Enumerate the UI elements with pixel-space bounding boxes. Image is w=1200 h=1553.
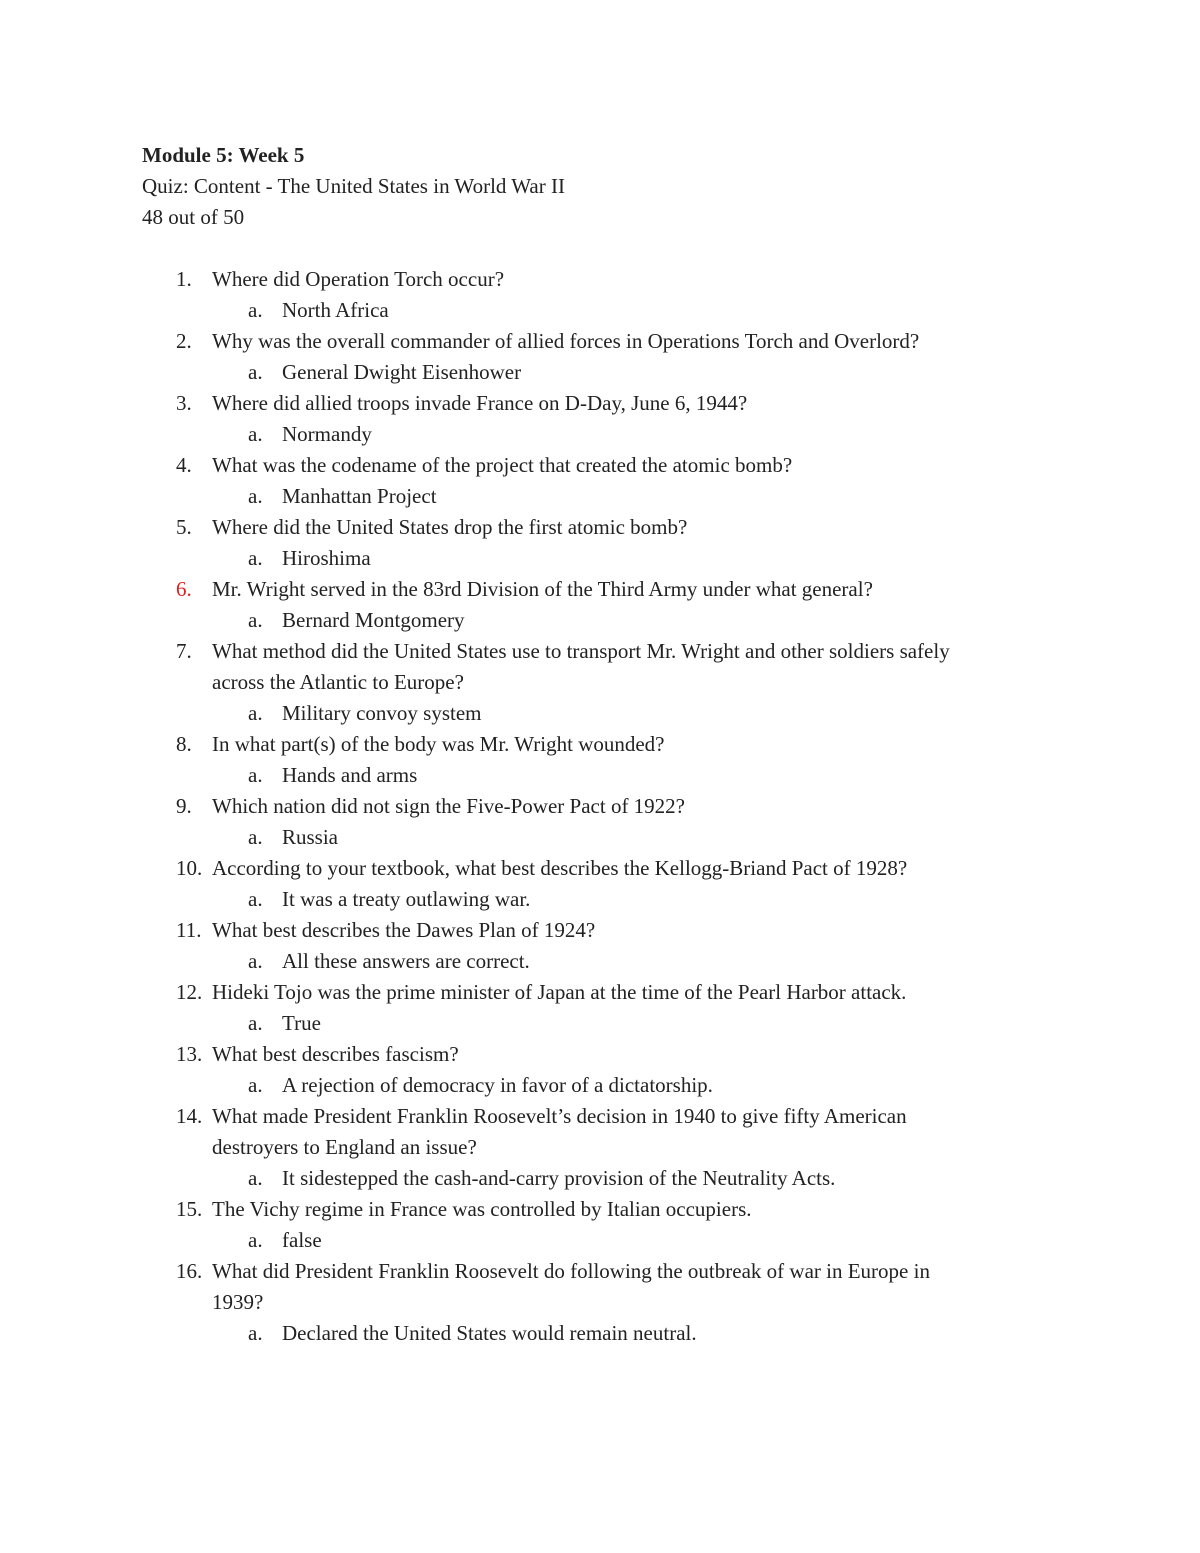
question-text-continued: destroyers to England an issue? bbox=[212, 1135, 477, 1159]
answer-item bbox=[142, 1070, 1102, 1101]
question-text: Why was the overall commander of allied forces in Operations Torch and Overlord? bbox=[212, 329, 920, 353]
answer-letter: a. bbox=[248, 298, 263, 322]
question-item bbox=[142, 1039, 1102, 1070]
question-item bbox=[142, 450, 1102, 481]
question-item bbox=[142, 729, 1102, 760]
answer-letter: a. bbox=[248, 1228, 263, 1252]
answer-text: Hiroshima bbox=[282, 546, 371, 570]
answer-text: false bbox=[282, 1228, 322, 1252]
question-text: Hideki Tojo was the prime minister of Japan at the time of the Pearl Harbor attack. bbox=[212, 980, 907, 1004]
answer-letter: a. bbox=[248, 484, 263, 508]
question-number: 8. bbox=[176, 732, 192, 756]
question-item bbox=[142, 574, 1102, 605]
answer-item bbox=[142, 760, 1102, 791]
question-item bbox=[142, 853, 1102, 884]
question-number: 1. bbox=[176, 267, 192, 291]
question-number: 7. bbox=[176, 639, 192, 663]
question-text: What best describes fascism? bbox=[212, 1042, 459, 1066]
answer-letter: a. bbox=[248, 1166, 263, 1190]
answer-text: It was a treaty outlawing war. bbox=[282, 887, 531, 911]
answer-item bbox=[142, 1008, 1102, 1039]
question-number: 4. bbox=[176, 453, 192, 477]
question-number: 9. bbox=[176, 794, 192, 818]
question-number: 11. bbox=[176, 918, 202, 942]
question-text: Where did the United States drop the first atomic bomb? bbox=[212, 515, 688, 539]
answer-letter: a. bbox=[248, 825, 263, 849]
answer-text: Russia bbox=[282, 825, 339, 849]
question-item bbox=[142, 512, 1102, 543]
answer-text: Bernard Montgomery bbox=[282, 608, 465, 632]
question-text-continued: across the Atlantic to Europe? bbox=[212, 670, 464, 694]
answer-text: A rejection of democracy in favor of a dictatorship. bbox=[282, 1073, 713, 1097]
question-number: 10. bbox=[176, 856, 203, 880]
question-number-incorrect: 6. bbox=[176, 577, 192, 601]
question-number: 2. bbox=[176, 329, 192, 353]
answer-item bbox=[142, 1163, 1102, 1194]
question-text: What made President Franklin Roosevelt’s decision in 1940 to give fifty American bbox=[212, 1104, 907, 1128]
question-item bbox=[142, 1256, 1102, 1318]
answer-item bbox=[142, 884, 1102, 915]
quiz-score: 48 out of 50 bbox=[142, 205, 245, 229]
answer-item bbox=[142, 357, 1102, 388]
answer-item bbox=[142, 698, 1102, 729]
answer-item bbox=[142, 543, 1102, 574]
question-number: 16. bbox=[176, 1259, 203, 1283]
question-number: 3. bbox=[176, 391, 192, 415]
document-title: Module 5: Week 5 bbox=[142, 143, 305, 167]
answer-text: Manhattan Project bbox=[282, 484, 437, 508]
question-item bbox=[142, 977, 1102, 1008]
question-item bbox=[142, 636, 1102, 698]
question-text-continued: 1939? bbox=[212, 1290, 264, 1314]
question-text: According to your textbook, what best describes the Kellogg-Briand Pact of 1928? bbox=[212, 856, 908, 880]
question-number: 15. bbox=[176, 1197, 203, 1221]
question-text: What did President Franklin Roosevelt do following the outbreak of war in Europe in bbox=[212, 1259, 930, 1283]
quiz-document bbox=[142, 140, 1102, 1349]
spacer bbox=[142, 233, 1102, 264]
answer-letter: a. bbox=[248, 1011, 263, 1035]
answer-letter: a. bbox=[248, 360, 263, 384]
answer-text: True bbox=[282, 1011, 321, 1035]
question-item bbox=[142, 326, 1102, 357]
answer-letter: a. bbox=[248, 949, 263, 973]
answer-letter: a. bbox=[248, 701, 263, 725]
question-item bbox=[142, 1101, 1102, 1163]
answer-item bbox=[142, 295, 1102, 326]
question-text: The Vichy regime in France was controlled by Italian occupiers. bbox=[212, 1197, 752, 1221]
answer-text: Military convoy system bbox=[282, 701, 482, 725]
answer-item bbox=[142, 822, 1102, 853]
question-text: In what part(s) of the body was Mr. Wright wounded? bbox=[212, 732, 665, 756]
question-text: Where did Operation Torch occur? bbox=[212, 267, 505, 291]
answer-text: General Dwight Eisenhower bbox=[282, 360, 522, 384]
answer-item bbox=[142, 481, 1102, 512]
answer-text: Normandy bbox=[282, 422, 372, 446]
question-text: Where did allied troops invade France on D-Day, June 6, 1944? bbox=[212, 391, 748, 415]
question-item bbox=[142, 915, 1102, 946]
answer-letter: a. bbox=[248, 546, 263, 570]
answer-letter: a. bbox=[248, 422, 263, 446]
answer-letter: a. bbox=[248, 1321, 263, 1345]
question-item bbox=[142, 1194, 1102, 1225]
answer-text: North Africa bbox=[282, 298, 389, 322]
answer-letter: a. bbox=[248, 1073, 263, 1097]
quiz-name: Quiz: Content - The United States in World War II bbox=[142, 174, 565, 198]
answer-item bbox=[142, 419, 1102, 450]
answer-letter: a. bbox=[248, 887, 263, 911]
question-number: 14. bbox=[176, 1104, 203, 1128]
answer-letter: a. bbox=[248, 608, 263, 632]
answer-text: It sidestepped the cash-and-carry provision of the Neutrality Acts. bbox=[282, 1166, 836, 1190]
question-list bbox=[142, 264, 1102, 1349]
question-item bbox=[142, 388, 1102, 419]
question-number: 5. bbox=[176, 515, 192, 539]
answer-text: Declared the United States would remain neutral. bbox=[282, 1321, 697, 1345]
question-text: What method did the United States use to transport Mr. Wright and other soldiers safely bbox=[212, 639, 950, 663]
answer-letter: a. bbox=[248, 763, 263, 787]
answer-item bbox=[142, 1318, 1102, 1349]
answer-text: All these answers are correct. bbox=[282, 949, 530, 973]
answer-item bbox=[142, 1225, 1102, 1256]
question-text: Mr. Wright served in the 83rd Division of the Third Army under what general? bbox=[212, 577, 873, 601]
question-item bbox=[142, 791, 1102, 822]
question-text: Which nation did not sign the Five-Power Pact of 1922? bbox=[212, 794, 686, 818]
question-text: What best describes the Dawes Plan of 1924? bbox=[212, 918, 596, 942]
answer-item bbox=[142, 605, 1102, 636]
question-number: 12. bbox=[176, 980, 203, 1004]
answer-item bbox=[142, 946, 1102, 977]
answer-text: Hands and arms bbox=[282, 763, 418, 787]
question-text: What was the codename of the project that created the atomic bomb? bbox=[212, 453, 793, 477]
question-item bbox=[142, 264, 1102, 295]
question-number: 13. bbox=[176, 1042, 203, 1066]
